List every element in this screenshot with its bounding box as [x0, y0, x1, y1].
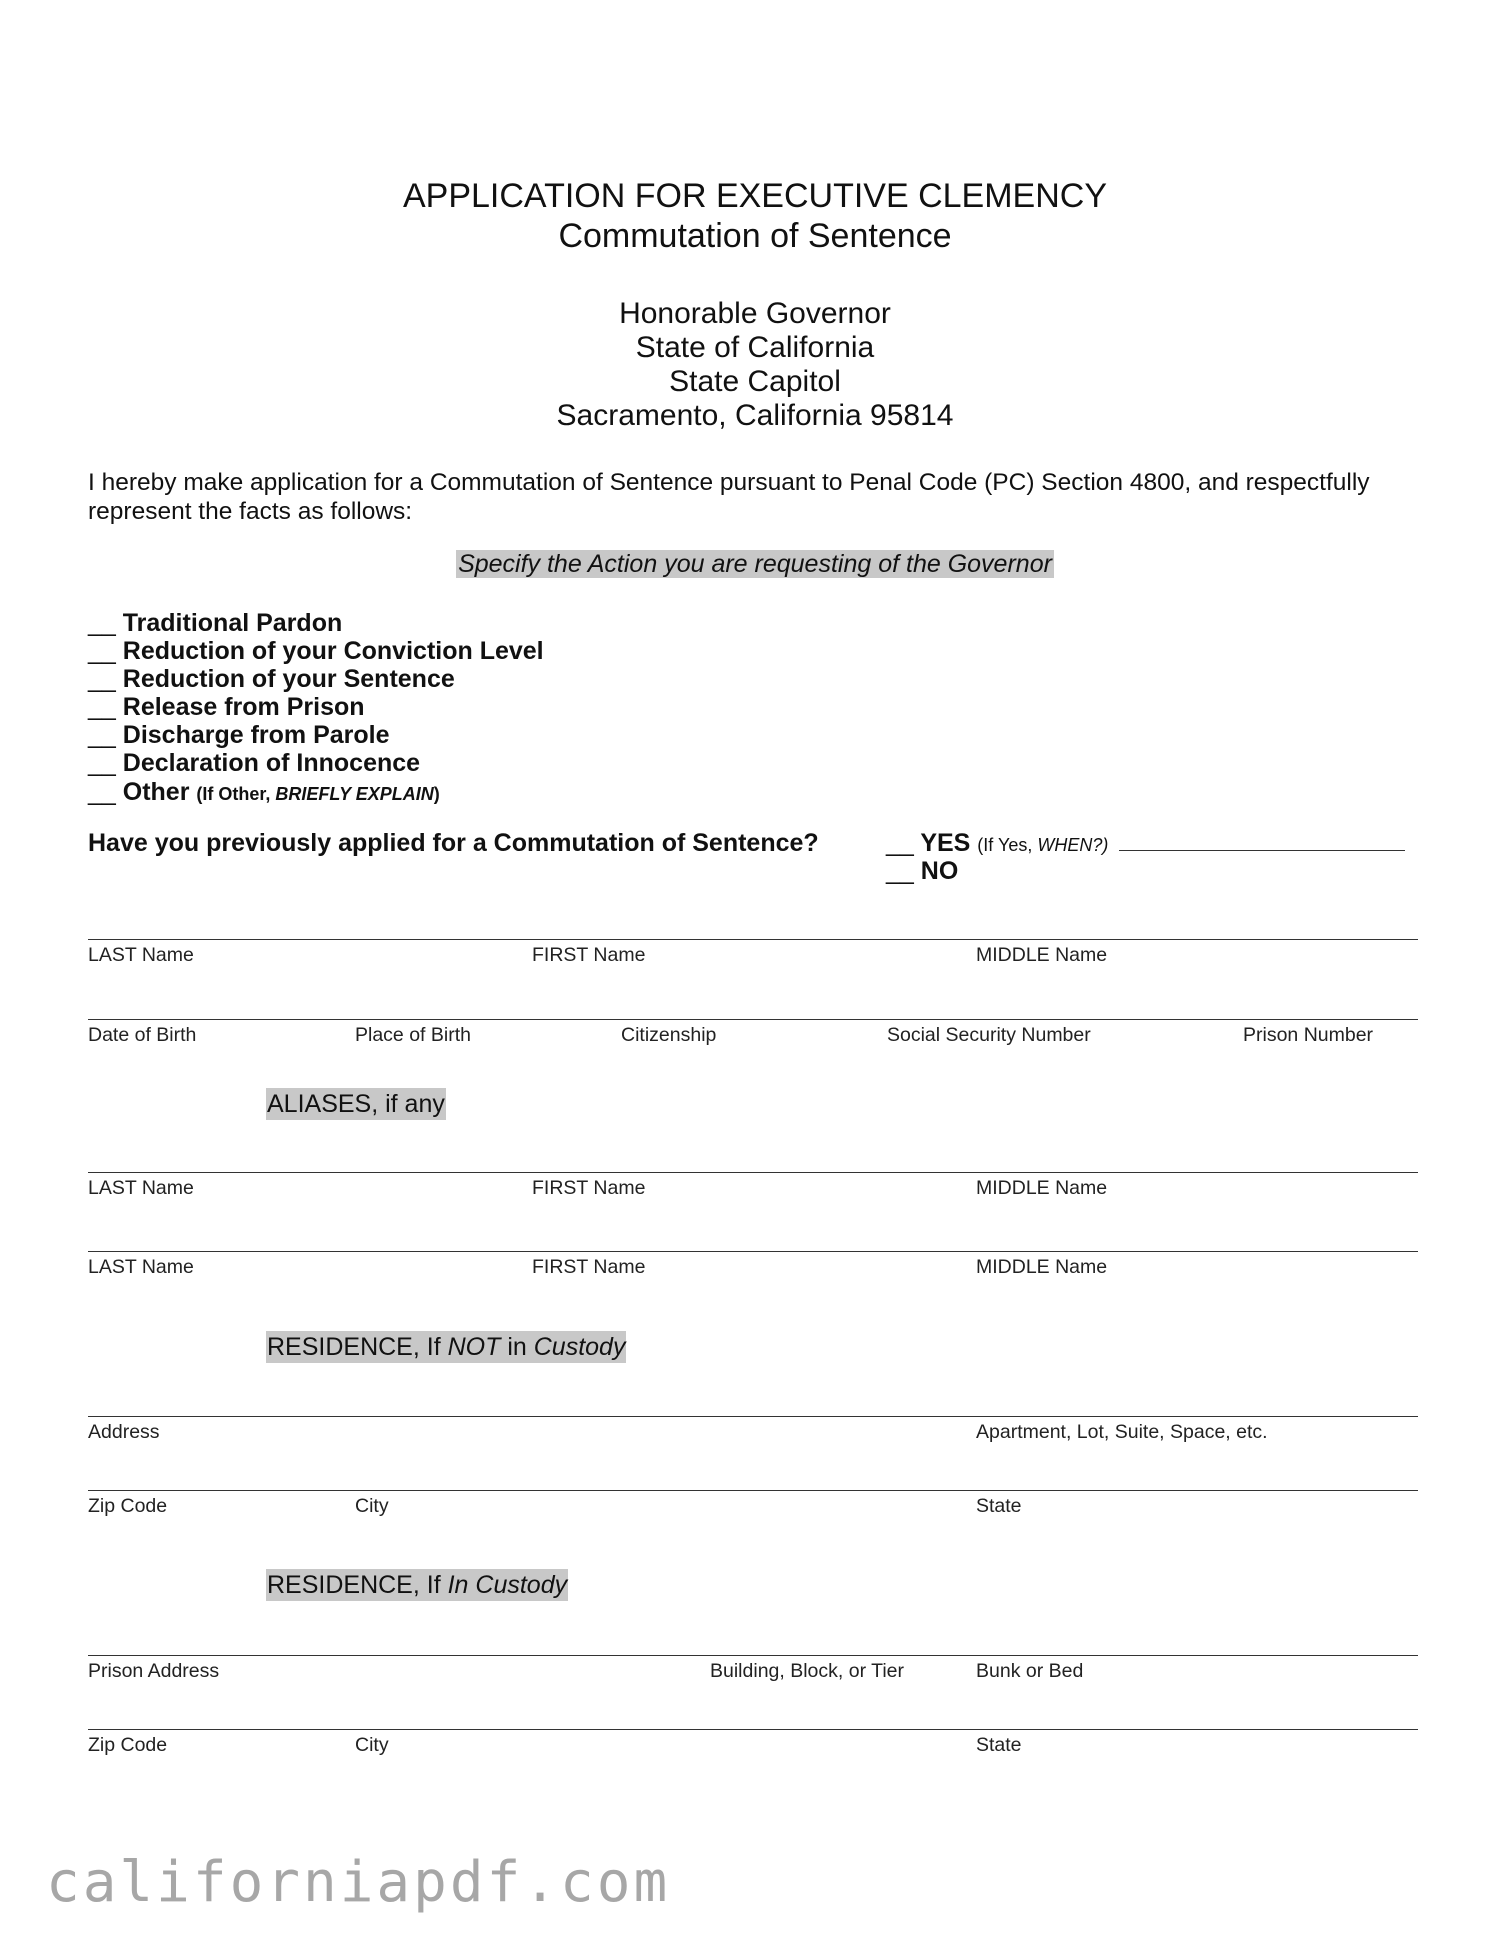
option-label: Release from Prison: [122, 693, 365, 721]
alias-2-middle-label: MIDDLE Name: [976, 1256, 1108, 1278]
yes-when-field[interactable]: [1119, 830, 1405, 851]
yes-note-prefix: (If Yes,: [977, 835, 1038, 855]
yes-note-emph: WHEN?): [1037, 835, 1109, 855]
state-label: State: [976, 1495, 1022, 1517]
residence-in-custody-heading: [266, 1571, 568, 1600]
action-heading-wrap: [0, 550, 1510, 579]
option-blank: __: [88, 637, 116, 665]
first-name-label: FIRST Name: [532, 944, 646, 966]
pob-label: Place of Birth: [355, 1024, 471, 1046]
previous-application-question: Have you previously applied for a Commutation of Sentence?: [88, 829, 819, 857]
alias-2-line[interactable]: [88, 1251, 1418, 1252]
alias-2-last-label: LAST Name: [88, 1256, 194, 1278]
no-blank: __: [886, 857, 914, 885]
option-blank: __: [88, 721, 116, 749]
zip-label: Zip Code: [88, 1495, 168, 1517]
heading-emph-custody: Custody: [533, 1333, 626, 1361]
intro-paragraph: I hereby make application for a Commutation of Sentence pursuant to Penal Code (PC) Section 4800, and respectfully represent the facts as follows:: [88, 469, 1370, 525]
city-label: City: [355, 1495, 389, 1517]
option-blank: __: [88, 749, 116, 777]
previous-yes-option[interactable]: [886, 829, 1405, 858]
heading-mid: in: [500, 1333, 534, 1361]
action-heading: Specify the Action you are requesting of the Governor: [458, 550, 1052, 578]
yes-blank: __: [886, 829, 914, 857]
option-reduction-sentence[interactable]: [88, 665, 455, 693]
option-label: Reduction of your Sentence: [122, 665, 455, 693]
aliases-heading: ALIASES, if any: [267, 1090, 445, 1118]
option-declaration-of-innocence[interactable]: [88, 749, 420, 777]
addressee-line-3: State Capitol: [669, 365, 841, 398]
personal-info-line[interactable]: [88, 1019, 1418, 1020]
option-blank: __: [88, 665, 116, 693]
option-other-note-prefix: (If Other,: [196, 784, 276, 804]
name-line[interactable]: [88, 939, 1418, 940]
prison-zip-label: Zip Code: [88, 1734, 168, 1756]
option-label: Reduction of your Conviction Level: [122, 637, 544, 665]
addressee-line-2: State of California: [635, 331, 875, 364]
option-label: Traditional Pardon: [122, 609, 343, 637]
residence-not-custody-heading-text: [266, 1331, 626, 1363]
option-blank: __: [88, 693, 116, 721]
option-traditional-pardon[interactable]: [88, 609, 342, 637]
building-label: Building, Block, or Tier: [710, 1660, 905, 1682]
zip-city-state-line[interactable]: [88, 1490, 1418, 1491]
prison-city-label: City: [355, 1734, 389, 1756]
option-label: Other: [122, 778, 190, 806]
watermark: californiapdf.com: [46, 1850, 671, 1915]
alias-1-line[interactable]: [88, 1172, 1418, 1173]
alias-1-last-label: LAST Name: [88, 1177, 194, 1199]
option-blank: __: [88, 778, 116, 806]
option-other-note-emph: BRIEFLY EXPLAIN: [275, 784, 434, 804]
address-label: Address: [88, 1421, 160, 1443]
option-other[interactable]: [88, 778, 440, 808]
address-line[interactable]: [88, 1416, 1418, 1417]
bunk-label: Bunk or Bed: [976, 1660, 1084, 1682]
alias-2-first-label: FIRST Name: [532, 1256, 646, 1278]
residence-in-custody-heading-text: [266, 1569, 568, 1601]
option-blank: __: [88, 609, 116, 637]
option-label: Declaration of Innocence: [122, 749, 421, 777]
addressee-line-1: Honorable Governor: [619, 297, 891, 330]
option-release-from-prison[interactable]: [88, 693, 365, 721]
heading-emph-not: NOT: [447, 1333, 501, 1361]
heading-emph-in-custody: In Custody: [447, 1571, 568, 1599]
last-name-label: LAST Name: [88, 944, 194, 966]
prison-address-line[interactable]: [88, 1655, 1418, 1656]
option-other-note-suffix: ): [433, 784, 440, 804]
heading-prefix: RESIDENCE, If: [267, 1571, 448, 1599]
prison-number-label: Prison Number: [1243, 1024, 1374, 1046]
alias-1-middle-label: MIDDLE Name: [976, 1177, 1108, 1199]
prison-address-label: Prison Address: [88, 1660, 220, 1682]
heading-prefix: RESIDENCE, If: [267, 1333, 448, 1361]
middle-name-label: MIDDLE Name: [976, 944, 1108, 966]
citizenship-label: Citizenship: [621, 1024, 717, 1046]
prison-zip-city-state-line[interactable]: [88, 1729, 1418, 1730]
alias-1-first-label: FIRST Name: [532, 1177, 646, 1199]
aliases-heading-wrap: [266, 1090, 446, 1119]
option-discharge-from-parole[interactable]: [88, 721, 390, 749]
ssn-label: Social Security Number: [887, 1024, 1091, 1046]
form-title: APPLICATION FOR EXECUTIVE CLEMENCY: [402, 177, 1108, 215]
dob-label: Date of Birth: [88, 1024, 197, 1046]
prison-state-label: State: [976, 1734, 1022, 1756]
option-reduction-conviction-level[interactable]: [88, 637, 544, 665]
addressee-line-4: Sacramento, California 95814: [556, 399, 954, 432]
yes-label: YES: [920, 829, 971, 857]
apartment-label: Apartment, Lot, Suite, Space, etc.: [976, 1421, 1268, 1443]
residence-not-custody-heading: [266, 1333, 626, 1362]
no-label: NO: [920, 857, 959, 885]
form-subtitle: Commutation of Sentence: [558, 217, 952, 255]
previous-no-option[interactable]: [886, 857, 958, 886]
option-label: Discharge from Parole: [122, 721, 390, 749]
